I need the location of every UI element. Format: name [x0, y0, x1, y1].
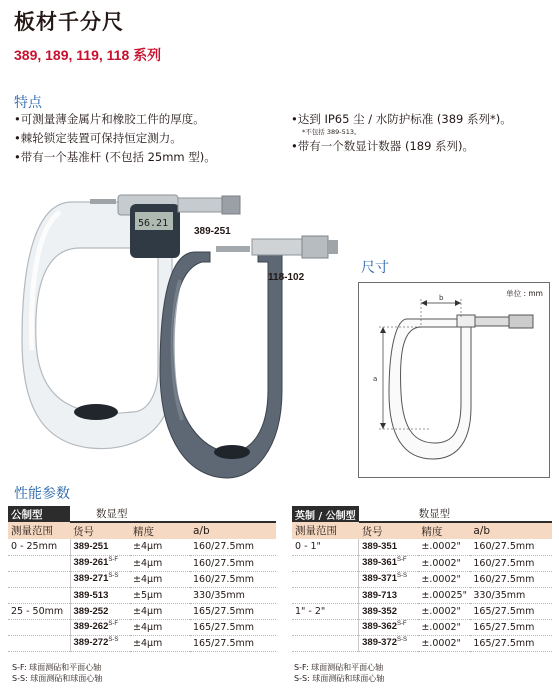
unit-note: 单位 : mm [506, 289, 543, 298]
model-code: 389-262 [73, 621, 109, 633]
model-code: 389-371 [362, 573, 397, 585]
table-row [8, 555, 276, 571]
model-code: 389-351 [362, 541, 397, 553]
model-code: 389-251 [73, 541, 109, 553]
table-row [292, 619, 552, 635]
accuracy-cell: ±.0002" [418, 635, 470, 651]
imperial-rows [292, 539, 552, 651]
feature-item: • 可测量薄金属片和橡胶工件的厚度。 [14, 110, 216, 129]
range-cell: 25 - 50mm [8, 603, 70, 619]
features-list-left [14, 110, 216, 167]
dimensions-heading: 尺寸 [361, 260, 389, 276]
accuracy-cell: ±.0002" [418, 603, 470, 619]
footnote-ss: S-S: 球面测砧和球面心轴 [294, 674, 385, 683]
model-variant-sup: S-S [108, 637, 119, 644]
model-cell [359, 603, 419, 619]
ab-cell: 160/27.5mm [190, 555, 276, 571]
accuracy-cell: ±4μm [130, 539, 190, 555]
range-cell: 0 - 1" [292, 539, 359, 555]
model-cell [359, 571, 419, 587]
feature-item: • 带有一个数显计数器 (189 系列)。 [291, 137, 512, 156]
model-cell [70, 619, 130, 635]
model-code: 389-513 [73, 589, 109, 601]
table-row [8, 619, 276, 635]
range-cell [292, 619, 359, 635]
model-cell [70, 603, 130, 619]
range-cell [8, 619, 70, 635]
metric-tab: 公制型 [8, 506, 70, 522]
ab-cell: 160/27.5mm [470, 571, 552, 587]
digital-model-label: 389-251 [194, 226, 231, 237]
performance-heading: 性能参数 [14, 486, 70, 502]
model-code: 389-362 [362, 621, 397, 633]
range-cell [8, 571, 70, 587]
table-row [8, 587, 276, 603]
metric-spec-table [8, 506, 276, 652]
ab-cell: 165/27.5mm [190, 619, 276, 635]
table-row [292, 539, 552, 555]
ab-cell: 330/35mm [470, 587, 552, 603]
model-variant-sup: S-F [108, 557, 119, 564]
model-cell [359, 587, 419, 603]
range-cell [292, 635, 359, 651]
col-header-accuracy: 精度 [418, 522, 470, 539]
metric-type-label: 数显型 [70, 506, 276, 522]
model-code: 389-713 [362, 589, 397, 601]
ab-cell: 160/27.5mm [470, 539, 552, 555]
model-cell [70, 555, 130, 571]
model-code: 389-352 [362, 605, 397, 617]
table-row [292, 571, 552, 587]
dimension-b-label: b [439, 294, 444, 302]
table-row [8, 603, 276, 619]
model-cell [359, 619, 419, 635]
ab-cell: 165/27.5mm [470, 619, 552, 635]
page-subtitle: 389, 189, 119, 118 系列 [14, 47, 162, 63]
model-variant-sup: S-F [397, 621, 407, 628]
ab-cell: 165/27.5mm [190, 603, 276, 619]
feature-footnote: *不包括 389-513。 [302, 128, 361, 136]
col-header-accuracy: 精度 [130, 522, 190, 539]
accuracy-cell: ±.0002" [418, 571, 470, 587]
model-cell [359, 539, 419, 555]
model-cell [359, 635, 419, 651]
table-row [292, 635, 552, 651]
accuracy-cell: ±.00025" [418, 587, 470, 603]
accuracy-cell: ±4μm [130, 619, 190, 635]
analog-micrometer-illustration [160, 236, 338, 478]
feature-item: • 棘轮锁定装置可保持恒定测力。 [14, 129, 216, 148]
range-cell: 1" - 2" [292, 603, 359, 619]
features-list-right [291, 110, 512, 156]
model-variant-sup: S-S [397, 637, 408, 644]
accuracy-cell: ±.0002" [418, 539, 470, 555]
range-cell: 0 - 25mm [8, 539, 70, 555]
table-row [8, 571, 276, 587]
table-row [292, 603, 552, 619]
range-cell [8, 635, 70, 651]
col-header-range: 测量范围 [292, 522, 359, 539]
features-heading: 特点 [14, 95, 42, 111]
range-cell [292, 587, 359, 603]
footnotes-metric [12, 662, 102, 684]
footnote-sf: S-F: 球面测砧和平面心轴 [294, 663, 384, 672]
accuracy-cell: ±4μm [130, 603, 190, 619]
model-cell [70, 539, 130, 555]
imperial-spec-table [292, 506, 552, 652]
col-header-range: 测量范围 [8, 522, 70, 539]
range-cell [292, 571, 359, 587]
model-code: 389-372 [362, 637, 397, 649]
ab-cell: 165/27.5mm [470, 603, 552, 619]
table-row [292, 587, 552, 603]
model-variant-sup: S-S [108, 573, 119, 580]
model-variant-sup: S-F [108, 621, 119, 628]
accuracy-cell: ±4μm [130, 555, 190, 571]
model-variant-sup: S-S [397, 573, 408, 580]
model-code: 389-361 [362, 557, 397, 569]
accuracy-cell: ±.0002" [418, 555, 470, 571]
col-header-ab: a/b [470, 522, 552, 539]
accuracy-cell: ±5μm [130, 587, 190, 603]
model-cell [70, 635, 130, 651]
col-header-ab: a/b [190, 522, 276, 539]
dimensions-diagram [358, 282, 550, 478]
model-code: 389-261 [73, 557, 109, 569]
page-title: 板材千分尺 [14, 10, 124, 34]
analog-model-label: 118-102 [268, 272, 305, 283]
imperial-tab: 英制 / 公制型 [292, 506, 359, 522]
dimension-a-label: a [373, 375, 378, 383]
accuracy-cell: ±4μm [130, 571, 190, 587]
footnote-ss: S-S: 球面测砧和球面心轴 [12, 674, 103, 683]
range-cell [8, 555, 70, 571]
imperial-type-label: 数显型 [359, 506, 552, 522]
col-header-code: 货号 [359, 522, 419, 539]
model-code: 389-271 [73, 573, 109, 585]
table-row [8, 635, 276, 651]
display-reading: 56.21 [138, 218, 169, 229]
model-cell [70, 587, 130, 603]
metric-rows [8, 539, 276, 651]
range-cell [292, 555, 359, 571]
ab-cell: 330/35mm [190, 587, 276, 603]
model-code: 389-272 [73, 637, 109, 649]
ab-cell: 160/27.5mm [190, 571, 276, 587]
ab-cell: 160/27.5mm [190, 539, 276, 555]
table-row [8, 539, 276, 555]
range-cell [8, 587, 70, 603]
model-code: 389-252 [73, 605, 109, 617]
ab-cell: 165/27.5mm [190, 635, 276, 651]
col-header-code: 货号 [70, 522, 130, 539]
footnote-sf: S-F: 球面测砧和平面心轴 [12, 663, 102, 672]
accuracy-cell: ±4μm [130, 635, 190, 651]
accuracy-cell: ±.0002" [418, 619, 470, 635]
ab-cell: 160/27.5mm [470, 555, 552, 571]
table-row [292, 555, 552, 571]
model-variant-sup: S-F [397, 557, 407, 564]
dimension-drawing [359, 283, 549, 477]
model-cell [359, 555, 419, 571]
product-photo [20, 190, 340, 480]
feature-item: • 带有一个基准杆 (不包括 25mm 型)。 [14, 148, 216, 167]
model-cell [70, 571, 130, 587]
ab-cell: 165/27.5mm [470, 635, 552, 651]
footnotes-imperial [294, 662, 384, 684]
feature-item: • 达到 IP65 尘 / 水防护标准 (389 系列*)。 [291, 110, 512, 129]
